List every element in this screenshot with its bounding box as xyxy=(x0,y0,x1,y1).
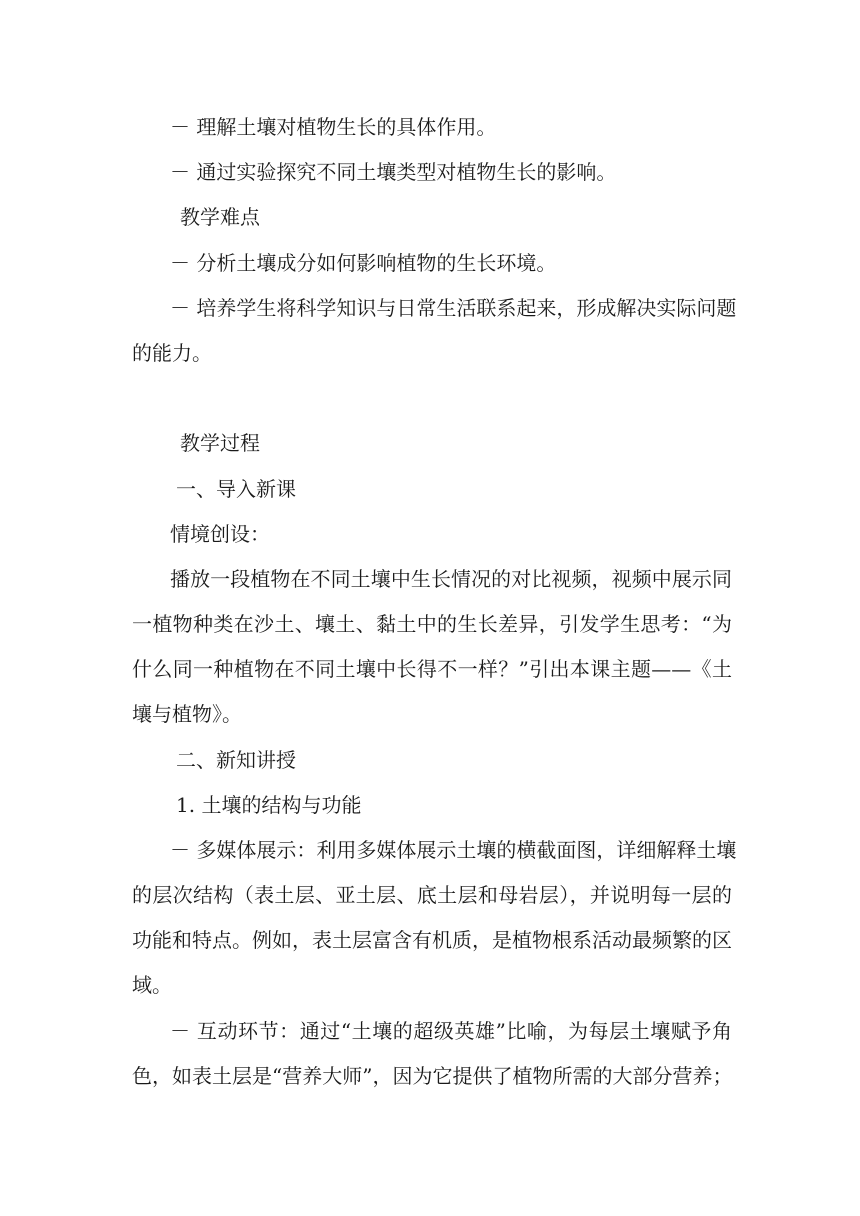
interactive-line-1: － 互动环节：通过“土壤的超级英雄”比喻，为每层土壤赋予角 xyxy=(170,1019,732,1043)
objective-line-2: － 通过实验探究不同土壤类型对植物生长的影响。 xyxy=(170,160,617,184)
scenario-paragraph-line-3: 什么同一种植物在不同土壤中长得不一样？”引出本课主题——《土 xyxy=(132,657,732,681)
scenario-paragraph-line-1: 播放一段植物在不同土壤中生长情况的对比视频，视频中展示同 xyxy=(170,567,732,591)
topic-heading-soil-structure: 1. 土壤的结构与功能 xyxy=(176,793,362,817)
difficulty-line-1: － 分析土壤成分如何影响植物的生长环境。 xyxy=(170,251,557,275)
objective-line-1: － 理解土壤对植物生长的具体作用。 xyxy=(170,115,497,139)
section-heading-process: 教学过程 xyxy=(180,431,260,455)
interactive-line-2: 色，如表土层是“营养大师”，因为它提供了植物所需的大部分营养； xyxy=(132,1064,733,1088)
subheading-intro: 一、导入新课 xyxy=(176,477,296,501)
scenario-label: 情境创设： xyxy=(170,522,270,546)
subheading-new-knowledge: 二、新知讲授 xyxy=(176,748,296,772)
difficulty-line-2: － 培养学生将科学知识与日常生活联系起来，形成解决实际问题 xyxy=(170,296,737,320)
multimedia-line-3: 功能和特点。例如，表土层富含有机质，是植物根系活动最频繁的区 xyxy=(132,928,732,952)
multimedia-line-1: － 多媒体展示：利用多媒体展示土壤的横截面图，详细解释土壤 xyxy=(170,838,737,862)
multimedia-line-4: 域。 xyxy=(132,973,172,997)
difficulty-line-2-cont: 的能力。 xyxy=(132,341,212,365)
section-heading-difficulties: 教学难点 xyxy=(180,205,260,229)
multimedia-line-2: 的层次结构（表土层、亚土层、底土层和母岩层），并说明每一层的 xyxy=(132,883,732,907)
scenario-paragraph-line-4: 壤与植物》。 xyxy=(132,702,242,726)
scenario-paragraph-line-2: 一植物种类在沙土、壤土、黏土中的生长差异，引发学生思考：“为 xyxy=(132,612,732,636)
